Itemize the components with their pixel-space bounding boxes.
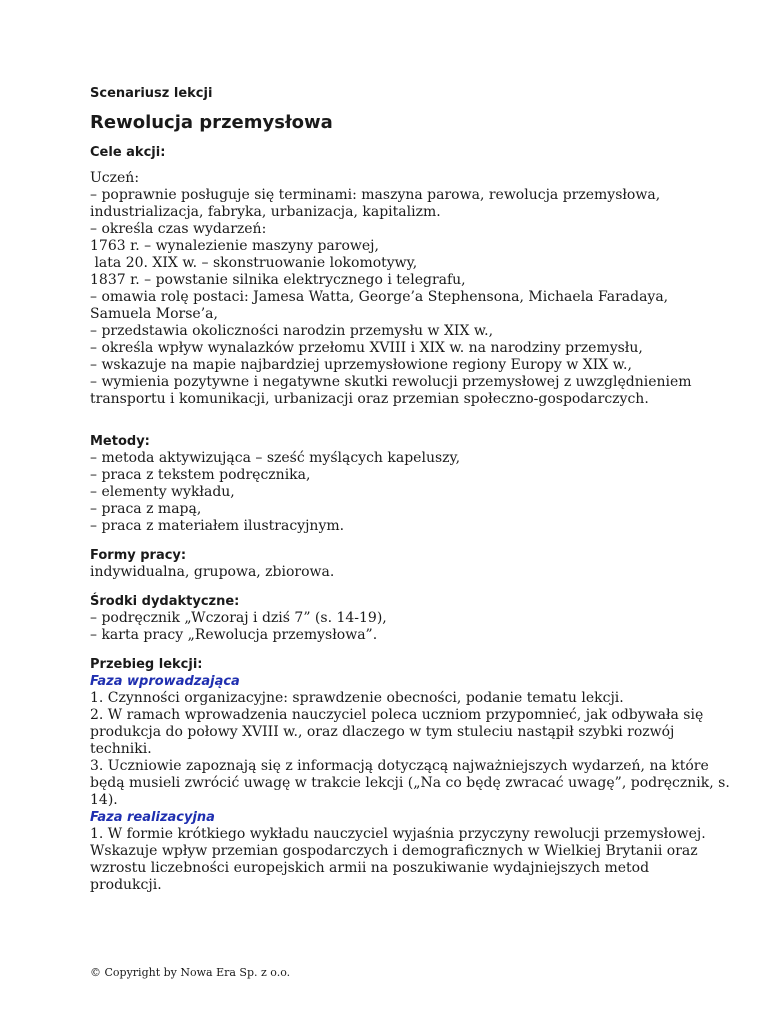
- goals-heading: Cele akcji:: [90, 145, 166, 160]
- goals-line: – przedstawia okoliczności narodzin przemysłu w XIX w.,: [90, 323, 494, 339]
- goals-line: – wskazuje na mapie najbardziej uprzemysłowione regiony Europy w XIX w.,: [90, 357, 632, 373]
- goals-line: – określa wpływ wynalazków przełomu XVIII i XIX w. na narodziny przemysłu,: [90, 340, 643, 356]
- phase-intro-heading: Faza wprowadzająca: [90, 674, 240, 689]
- goals-line: Uczeń:: [90, 170, 140, 186]
- goals-line: lata 20. XIX w. – skonstruowanie lokomotywy,: [90, 255, 418, 271]
- document-page: [90, 86, 730, 894]
- goals-line: – poprawnie posługuje się terminami: maszyna parowa, rewolucja przemysłowa,: [90, 187, 661, 203]
- methods-heading: Metody:: [90, 434, 150, 449]
- methods-list: [90, 450, 690, 535]
- phase-intro-line: techniki.: [90, 741, 152, 757]
- means-line: – karta pracy „Rewolucja przemysłowa”.: [90, 627, 378, 643]
- goals-line: – omawia rolę postaci: Jamesa Watta, George’a Stephensona, Michaela Faradaya,: [90, 289, 669, 305]
- document-label: Scenariusz lekcji: [90, 86, 213, 101]
- methods-line: – praca z mapą,: [90, 501, 202, 517]
- phase-intro-line: 3. Uczniowie zapoznają się z informacją dotyczącą najważniejszych wydarzeń, na które: [90, 758, 709, 774]
- forms-heading: Formy pracy:: [90, 548, 187, 563]
- page-title: Rewolucja przemysłowa: [90, 112, 333, 133]
- goals-list: [90, 170, 690, 408]
- goals-line: transportu i komunikacji, urbanizacji oraz przemian społeczno-gospodarczych.: [90, 391, 649, 407]
- phase-intro-line: będą musieli zwrócić uwagę w trakcie lekcji („Na co będę zwracać uwagę”, podręcznik, s.: [90, 775, 730, 791]
- forms-line: indywidualna, grupowa, zbiorowa.: [90, 564, 335, 580]
- phase-intro-line: 2. W ramach wprowadzenia nauczyciel poleca uczniom przypomnieć, jak odbywała się: [90, 707, 704, 723]
- means-line: – podręcznik „Wczoraj i dziś 7” (s. 14-19),: [90, 610, 387, 626]
- course-heading: Przebieg lekcji:: [90, 657, 203, 672]
- methods-line: – metoda aktywizująca – sześć myślących kapeluszy,: [90, 450, 461, 466]
- methods-line: – praca z materiałem ilustracyjnym.: [90, 518, 345, 534]
- phase-main-list: [90, 826, 706, 894]
- phase-main-line: wzrostu liczebności europejskich armii na poszukiwanie wydajniejszych metod: [90, 860, 650, 876]
- phase-intro-line: 14).: [90, 792, 118, 808]
- phase-main-heading: Faza realizacyjna: [90, 810, 215, 825]
- phase-intro-line: 1. Czynności organizacyjne: sprawdzenie obecności, podanie tematu lekcji.: [90, 690, 624, 706]
- phase-intro-list: [90, 690, 730, 809]
- phase-main-line: Wskazuje wpływ przemian gospodarczych i demograficznych w Wielkiej Brytanii oraz: [90, 843, 698, 859]
- methods-line: – praca z tekstem podręcznika,: [90, 467, 311, 483]
- goals-line: Samuela Morse’a,: [90, 306, 218, 322]
- phase-main-line: 1. W formie krótkiego wykładu nauczyciel wyjaśnia przyczyny rewolucji przemysłowej.: [90, 826, 706, 842]
- goals-line: – określa czas wydarzeń:: [90, 221, 267, 237]
- phase-intro-line: produkcja do połowy XVIII w., oraz dlaczego w tym stuleciu nastąpił szybki rozwój: [90, 724, 675, 740]
- goals-line: – wymienia pozytywne i negatywne skutki rewolucji przemysłowej z uwzględnieniem: [90, 374, 692, 390]
- phase-main-line: produkcji.: [90, 877, 162, 893]
- goals-line: 1763 r. – wynalezienie maszyny parowej,: [90, 238, 379, 254]
- means-heading: Środki dydaktyczne:: [90, 594, 240, 609]
- goals-line: 1837 r. – powstanie silnika elektrycznego i telegrafu,: [90, 272, 466, 288]
- copyright-footer: © Copyright by Nowa Era Sp. z o.o.: [90, 966, 291, 979]
- methods-line: – elementy wykładu,: [90, 484, 235, 500]
- goals-line: industrializacja, fabryka, urbanizacja, kapitalizm.: [90, 204, 441, 220]
